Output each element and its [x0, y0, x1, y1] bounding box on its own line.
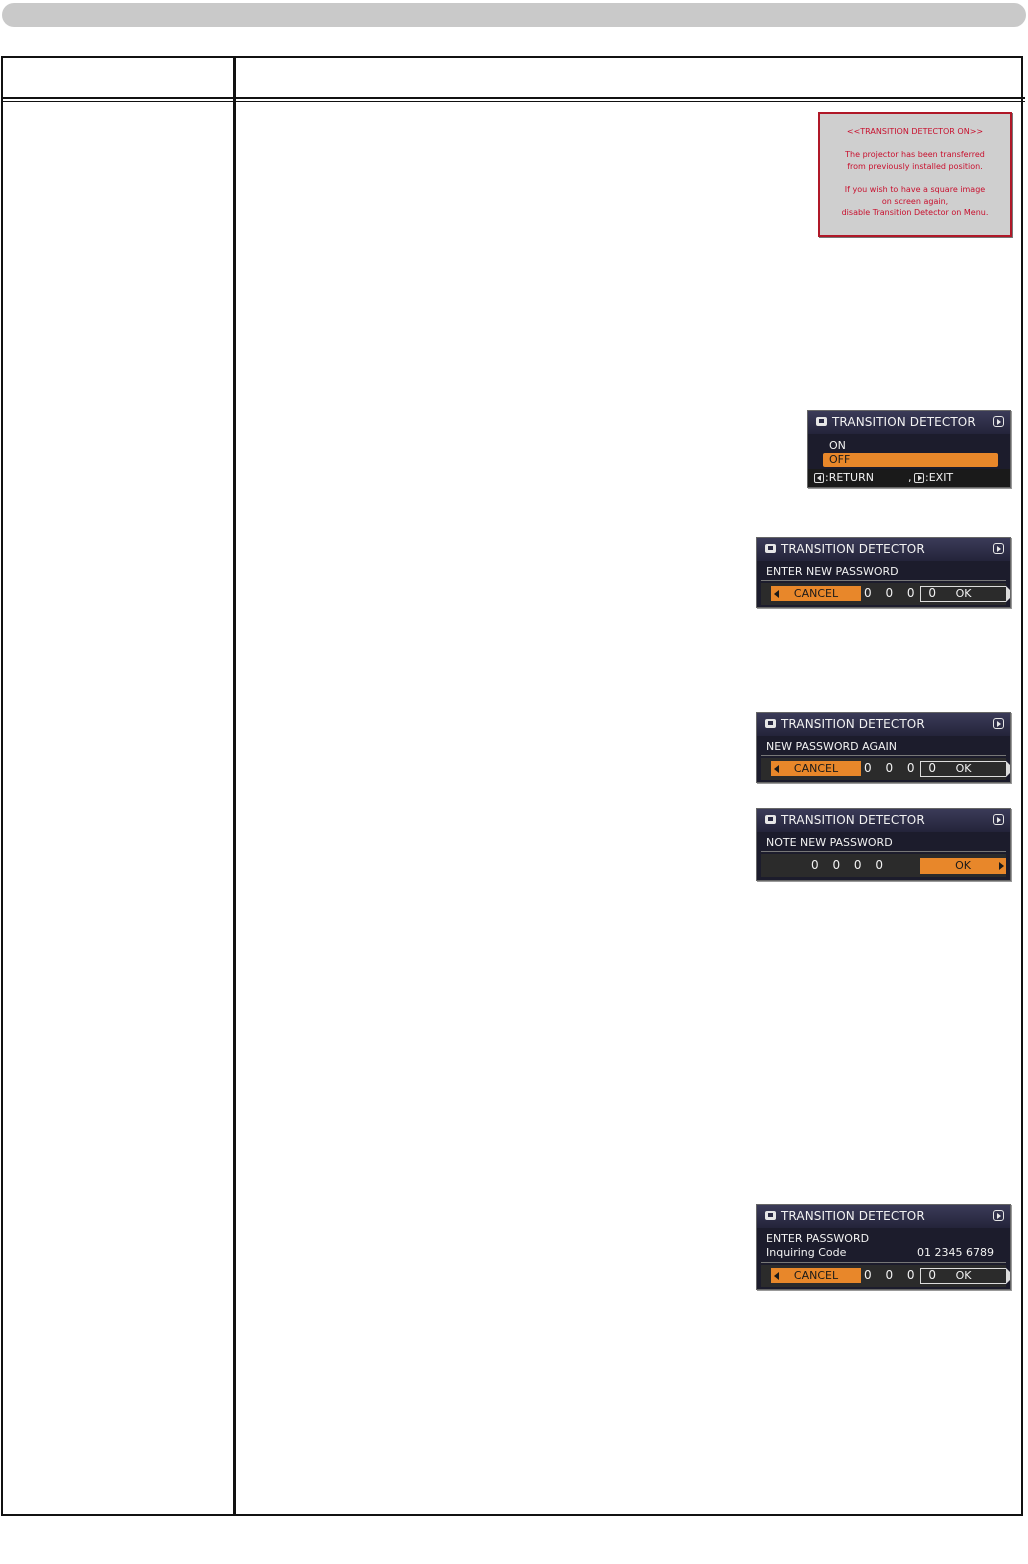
password-digits[interactable]: 0 0 0 0 — [864, 586, 941, 600]
password-panel — [761, 854, 1006, 877]
return-label[interactable]: :RETURN — [825, 471, 874, 484]
menu-icon — [816, 417, 827, 426]
ok-label: OK — [955, 762, 972, 775]
option-on[interactable]: ON — [829, 439, 846, 452]
password-prompt: ENTER NEW PASSWORD — [766, 565, 899, 578]
menu-title: TRANSITION DETECTOR — [781, 1209, 925, 1223]
inquiring-code-label: Inquiring Code — [766, 1246, 847, 1259]
divider — [761, 851, 1006, 852]
password-prompt: NEW PASSWORD AGAIN — [766, 740, 897, 753]
transition-detector-onoff-menu — [807, 410, 1011, 488]
ok-button[interactable] — [920, 761, 1006, 777]
menu-icon — [765, 544, 776, 553]
move-icon[interactable] — [993, 543, 1004, 554]
warning-line: The projector has been transferred — [845, 150, 985, 160]
menu-title: TRANSITION DETECTOR — [781, 717, 925, 731]
password-panel — [761, 758, 1006, 780]
exit-label[interactable]: :EXIT — [925, 471, 954, 484]
menu-icon — [765, 815, 776, 824]
table-frame — [1, 56, 1023, 1516]
enter-new-password-dialog — [756, 537, 1011, 608]
ok-button[interactable]: OK — [920, 858, 1006, 874]
page-bottom — [0, 1518, 1028, 1564]
warning-line: from previously installed position. — [847, 161, 983, 171]
menu-title-bar — [757, 809, 1010, 832]
menu-title-bar — [757, 538, 1010, 561]
header-rule-double — [1, 101, 1025, 102]
menu-title-bar — [808, 411, 1010, 434]
ok-label: OK — [955, 1269, 972, 1282]
move-icon[interactable] — [993, 1210, 1004, 1221]
cancel-button[interactable]: CANCEL — [771, 1268, 861, 1283]
inquiring-code-value: 01 2345 6789 — [917, 1246, 994, 1259]
enter-password-dialog — [756, 1204, 1011, 1290]
menu-footer — [808, 469, 1010, 487]
warning-line — [820, 138, 1010, 150]
password-digits: 0 0 0 0 — [811, 858, 888, 872]
password-digits[interactable]: 0 0 0 0 — [864, 1268, 941, 1282]
cancel-button[interactable]: CANCEL — [771, 761, 861, 776]
divider — [761, 755, 1006, 756]
menu-title-bar — [757, 713, 1010, 736]
menu-title: TRANSITION DETECTOR — [781, 813, 925, 827]
menu-title: TRANSITION DETECTOR — [781, 542, 925, 556]
ok-button[interactable] — [920, 1268, 1006, 1284]
menu-icon — [765, 1211, 776, 1220]
divider — [761, 1262, 1006, 1263]
menu-title: TRANSITION DETECTOR — [832, 415, 976, 429]
top-banner — [0, 0, 1028, 32]
password-panel — [761, 1265, 1006, 1287]
password-digits[interactable]: 0 0 0 0 — [864, 761, 941, 775]
left-arrow-icon — [814, 473, 824, 483]
ok-label: OK — [955, 587, 972, 600]
warning-line: on screen again, — [881, 196, 949, 206]
ok-button[interactable] — [920, 586, 1006, 602]
new-password-again-dialog — [756, 712, 1011, 783]
cancel-button[interactable]: CANCEL — [771, 586, 861, 601]
menu-title-bar — [757, 1205, 1010, 1228]
header-rule — [1, 97, 1025, 99]
password-prompt: NOTE NEW PASSWORD — [766, 836, 893, 849]
top-banner-pill — [2, 3, 1026, 27]
divider — [761, 580, 1006, 581]
warning-line — [820, 172, 1010, 184]
move-icon[interactable] — [993, 416, 1004, 427]
next-icon[interactable] — [993, 814, 1004, 825]
note-new-password-dialog — [756, 808, 1011, 881]
password-panel — [761, 583, 1006, 605]
menu-icon — [765, 719, 776, 728]
warning-line: <<TRANSITION DETECTOR ON>> — [846, 127, 984, 136]
right-arrow-icon — [914, 473, 924, 483]
footer-separator: , — [908, 471, 912, 484]
move-icon[interactable] — [993, 718, 1004, 729]
warning-line: disable Transition Detector on Menu. — [841, 208, 989, 218]
password-prompt: ENTER PASSWORD — [766, 1232, 870, 1245]
warning-line: If you wish to have a square image — [844, 184, 986, 194]
transition-detector-warning — [818, 112, 1012, 237]
column-divider — [233, 56, 236, 1516]
option-off[interactable]: OFF — [823, 453, 998, 467]
